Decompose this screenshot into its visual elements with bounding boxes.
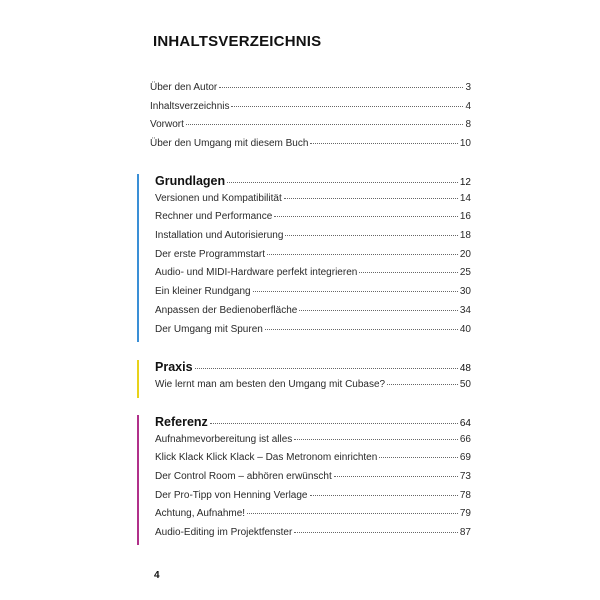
toc-section-referenz <box>150 415 471 546</box>
toc-entry-page: 50 <box>459 378 471 390</box>
toc-entry-label: Der Umgang mit Spuren <box>155 323 263 335</box>
dot-leader <box>186 124 464 125</box>
section-color-bar <box>137 174 139 342</box>
toc-section-heading[interactable] <box>150 174 471 193</box>
toc-section-heading[interactable] <box>150 415 471 434</box>
toc-entry-page: 30 <box>459 286 471 298</box>
toc-entry-page: 16 <box>459 211 471 223</box>
toc-entry-page: 10 <box>459 138 471 150</box>
toc-entry-page: 66 <box>459 433 471 445</box>
toc-entry-page: 73 <box>459 471 471 483</box>
dot-leader <box>247 513 458 514</box>
toc-entry-page: 69 <box>459 452 471 464</box>
toc-intro <box>150 82 471 157</box>
toc-entry-label: Über den Umgang mit diesem Buch <box>150 138 309 150</box>
page-number: 4 <box>154 570 160 581</box>
toc-entry-label: Rechner und Performance <box>155 211 273 223</box>
dot-leader <box>284 198 458 199</box>
toc-entry-page: 4 <box>465 100 471 112</box>
toc-entry[interactable] <box>150 379 471 398</box>
toc-entry[interactable] <box>150 452 471 471</box>
section-heading-page: 48 <box>459 363 471 374</box>
dot-leader <box>210 423 458 424</box>
toc-entry-label: Audio-Editing im Projektfenster <box>155 527 293 539</box>
dot-leader <box>267 254 458 255</box>
toc-entry-page: 3 <box>465 82 471 93</box>
dot-leader <box>294 532 458 533</box>
toc-entry[interactable] <box>150 508 471 527</box>
section-color-bar <box>137 360 139 398</box>
toc-entry-page: 78 <box>459 489 471 501</box>
toc-entry[interactable] <box>150 119 471 138</box>
toc-entry-label: Der Control Room – abhören erwünscht <box>155 471 332 483</box>
toc-entry[interactable] <box>150 230 471 249</box>
section-heading-label: Referenz <box>155 415 208 429</box>
toc-entry[interactable] <box>150 101 471 120</box>
toc-entry[interactable] <box>150 324 471 343</box>
dot-leader <box>219 87 463 88</box>
toc-entry[interactable] <box>150 434 471 453</box>
toc-entry-page: 40 <box>459 323 471 335</box>
toc-entry[interactable] <box>150 193 471 212</box>
toc-entry[interactable] <box>150 305 471 324</box>
dot-leader <box>379 457 458 458</box>
section-heading-label: Grundlagen <box>155 174 226 188</box>
toc-entry[interactable] <box>150 527 471 546</box>
dot-leader <box>227 182 458 183</box>
toc-entry[interactable] <box>150 138 471 157</box>
page-title: INHALTSVERZEICHNIS <box>153 33 322 50</box>
toc-entry-label: Über den Autor <box>150 82 218 93</box>
toc-entry[interactable] <box>150 267 471 286</box>
toc-entry-label: Achtung, Aufnahme! <box>155 508 246 520</box>
toc-entry-label: Inhaltsverzeichnis <box>150 100 230 112</box>
toc-entry-page: 18 <box>459 230 471 242</box>
dot-leader <box>299 310 458 311</box>
toc-entry[interactable] <box>150 490 471 509</box>
toc-entry-label: Der Pro-Tipp von Henning Verlage <box>155 489 308 501</box>
toc-entry-label: Audio- und MIDI-Hardware perfekt integrieren <box>155 267 358 279</box>
toc-section-heading[interactable] <box>150 360 471 379</box>
toc-entry[interactable] <box>150 82 471 101</box>
toc-entry-label: Versionen und Kompatibilität <box>155 192 282 204</box>
section-heading-label: Praxis <box>155 360 193 374</box>
dot-leader <box>285 235 457 236</box>
toc-entry-label: Vorwort <box>150 119 184 131</box>
dot-leader <box>274 216 458 217</box>
toc-entry-label: Klick Klack Klick Klack – Das Metronom einrichten <box>155 452 378 464</box>
toc-entry[interactable] <box>150 211 471 230</box>
toc-entry[interactable] <box>150 286 471 305</box>
dot-leader <box>231 106 463 107</box>
toc-entry-label: Installation und Autorisierung <box>155 230 284 242</box>
toc-entry-page: 8 <box>465 119 471 131</box>
dot-leader <box>253 291 458 292</box>
toc-entry-label: Der erste Programmstart <box>155 248 266 260</box>
toc-entry-label: Ein kleiner Rundgang <box>155 286 251 298</box>
toc-entry-page: 25 <box>459 267 471 279</box>
toc-entry[interactable] <box>150 249 471 268</box>
dot-leader <box>265 329 458 330</box>
toc-entry[interactable] <box>150 471 471 490</box>
dot-leader <box>387 384 458 385</box>
toc-entry-page: 20 <box>459 248 471 260</box>
dot-leader <box>310 143 457 144</box>
toc-section-praxis <box>150 360 471 397</box>
toc-entry-page: 79 <box>459 508 471 520</box>
toc-entry-page: 34 <box>459 304 471 316</box>
dot-leader <box>359 272 458 273</box>
section-heading-page: 12 <box>459 177 471 188</box>
dot-leader <box>195 368 458 369</box>
toc-entry-page: 87 <box>459 527 471 539</box>
toc-section-grundlagen <box>150 174 471 342</box>
dot-leader <box>310 495 458 496</box>
dot-leader <box>294 439 458 440</box>
toc-entry-label: Wie lernt man am besten den Umgang mit Cubase? <box>155 378 386 390</box>
section-color-bar <box>137 415 139 545</box>
toc-entry-label: Anpassen der Bedienoberfläche <box>155 304 298 316</box>
toc-entry-page: 14 <box>459 192 471 204</box>
section-heading-page: 64 <box>459 418 471 429</box>
dot-leader <box>334 476 458 477</box>
toc-entry-label: Aufnahmevorbereitung ist alles <box>155 433 293 445</box>
